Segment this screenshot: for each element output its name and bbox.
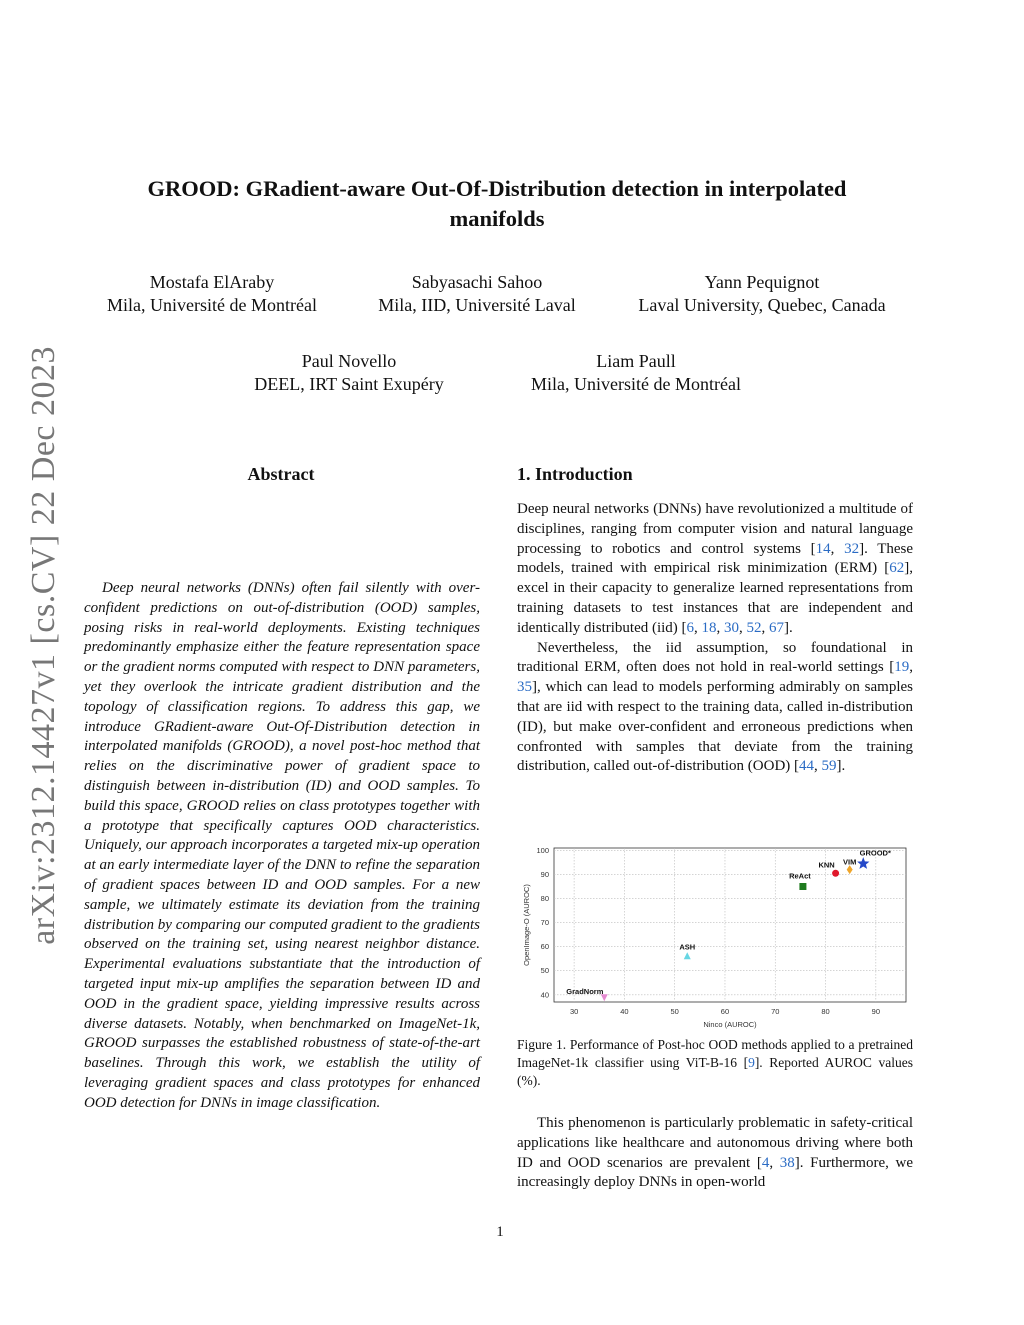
citation-link[interactable]: 38 (779, 1154, 795, 1171)
marker-knn (832, 870, 839, 877)
figure-1-scatter-chart (518, 842, 914, 1032)
x-tick-label: 60 (720, 1007, 730, 1016)
citation-link[interactable]: 6 (686, 619, 695, 636)
introduction-body (517, 500, 913, 777)
citation-link[interactable]: 62 (889, 560, 905, 577)
point-label: ASH (679, 942, 696, 952)
y-tick-label: 100 (536, 845, 549, 855)
citation-link[interactable]: 32 (844, 540, 860, 557)
x-axis-label: Ninco (AUROC) (703, 1020, 757, 1029)
paper-title: GROOD: GRadient-aware Out-Of-Distribution detection in interpolated manifolds (147, 176, 847, 231)
citation-link[interactable]: 30 (724, 619, 740, 636)
point-label: VIM (843, 857, 857, 867)
citation-link[interactable]: 52 (746, 619, 762, 636)
author-name: Sabyasachi Sahoo (411, 272, 543, 292)
x-tick-label: 70 (771, 1007, 780, 1016)
author-block-5 (505, 350, 767, 396)
author-name: Mostafa ElAraby (149, 272, 275, 292)
arxiv-identifier (22, 345, 66, 945)
y-tick-label: 70 (540, 918, 549, 928)
marker-react (799, 883, 806, 890)
author-block-3 (612, 271, 912, 317)
abstract-text: Deep neural networks (DNNs) often fail silently with over-confident predictions on out-of-distribution (OOD) samples, posing risks in real-world deployments. Existing techniques predominantly emphasize either the feature representation space or the gradient norms computed with respect to DNN parameters, yet they overlook the intricate gradient distribution and the topology of classification regions. To address this gap, we introduce GRadient-aware Out-Of-Distribution detection in interpolated manifolds (GROOD), a novel post-hoc method that relies on the discriminative power of gradient space to distinguish between in-distribution (ID) and OOD samples. To build this space, GROOD relies on class prototypes together with a prototype that specifically captures OOD characteristics. Uniquely, our approach incorporates a targeted mix-up operation at an early intermediate layer of the DNN to refine the separation of gradient spaces between ID and OOD samples. For a new sample, we ultimately estimate its deviation from the training distribution by comparing our computed gradient to the gradients observed on the training set, using nearest neighbor distance. Experimental evaluations substantiate that the introduction of targeted input mix-up amplifies the separation between ID and OOD in the gradient space, yielding impressive results across diverse datasets. Notably, when benchmarked on ImageNet-1k, GROOD surpasses the established robustness of state-of-the-art baselines. Through this work, we establish the utility of leveraging gradient spaces and class prototypes for enhanced OOD detection for DNNs in image classification. (84, 580, 480, 1111)
plot-area (554, 848, 906, 1002)
x-tick-label: 50 (670, 1007, 679, 1016)
point-label: ReAct (789, 871, 811, 881)
author-name: Liam Paull (596, 351, 676, 371)
scatter-plot (518, 842, 914, 1032)
author-block-4 (228, 350, 470, 396)
citation-link[interactable]: 4 (761, 1154, 770, 1171)
citation-link[interactable]: 19 (894, 659, 910, 676)
y-tick-label: 50 (540, 966, 549, 976)
page-number: 1 (496, 1224, 504, 1240)
introduction-heading: 1. Introduction (517, 464, 633, 484)
author-affiliation: DEEL, IRT Saint Exupéry (254, 374, 444, 394)
author-block-1 (82, 271, 342, 317)
citation-link[interactable]: 35 (517, 679, 532, 696)
intro-paragraph-1: Deep neural networks (DNNs) have revolutionized a multitude of disciplines, ranging from computer vision and natural language processing to robotics and control systems [14, 32]. These models, trained with empirical risk minimization (ERM) [62], excel in their capacity to generalize learned representations from training datasets to test instances that are independent and identically distributed (iid) [6, 18, 30, 52, 67]. (517, 501, 914, 636)
y-tick-label: 80 (540, 894, 549, 904)
citation-link[interactable]: 14 (815, 540, 831, 557)
x-tick-label: 40 (620, 1007, 629, 1016)
citation-link[interactable]: 18 (701, 619, 717, 636)
author-affiliation: Laval University, Quebec, Canada (638, 295, 886, 315)
intro-paragraph-3: This phenomenon is particularly problematic in safety-critical applications like healthcare and autonomous driving where both ID and OOD scenarios are prevalent [4, 38]. Furthermore, we increasingly deploy DNNs in open-world (517, 1115, 914, 1191)
y-tick-label: 40 (540, 990, 549, 1000)
author-affiliation: Mila, IID, Université Laval (378, 295, 576, 315)
citation-link[interactable]: 59 (821, 758, 837, 775)
figure-1-caption: Figure 1. Performance of Post-hoc OOD methods applied to a pretrained ImageNet-1k classifier using ViT-B-16 [9]. Reported AUROC values (%). (517, 1037, 913, 1088)
x-tick-label: 30 (569, 1007, 579, 1016)
author-block-2 (352, 271, 602, 317)
arxiv-identifier-text: arXiv:2312.14427v1 [cs.CV] 22 Dec 2023 (25, 345, 62, 945)
abstract-heading: Abstract (247, 464, 315, 484)
citation-link[interactable]: 44 (799, 758, 815, 775)
author-affiliation: Mila, Université de Montréal (107, 295, 317, 315)
author-name: Yann Pequignot (704, 272, 820, 292)
y-axis-label: OpenImage-O (AUROC) (522, 884, 531, 966)
point-label: KNN (818, 860, 835, 870)
introduction-continued (517, 1114, 913, 1193)
y-tick-label: 90 (540, 869, 549, 879)
y-tick-label: 60 (540, 942, 549, 952)
point-label: GradNorm (566, 987, 604, 997)
author-affiliation: Mila, Université de Montréal (531, 374, 741, 394)
citation-link[interactable]: 9 (748, 1055, 755, 1070)
author-name: Paul Novello (301, 351, 397, 371)
x-tick-label: 90 (871, 1007, 881, 1016)
x-tick-label: 80 (821, 1007, 830, 1016)
citation-link[interactable]: 67 (769, 619, 785, 636)
point-label: GROOD* (859, 848, 891, 858)
intro-paragraph-2: Nevertheless, the iid assumption, so foundational in traditional ERM, often does not hold in real-world settings [19, 35], which can lead to models performing admirably on samples that are iid with respect to the training data, called in-distribution (ID), but make over-confident and erroneous predictions when confronted with samples that deviate from the training distribution, called out-of-distribution (OOD) [44, 59]. (517, 639, 913, 775)
